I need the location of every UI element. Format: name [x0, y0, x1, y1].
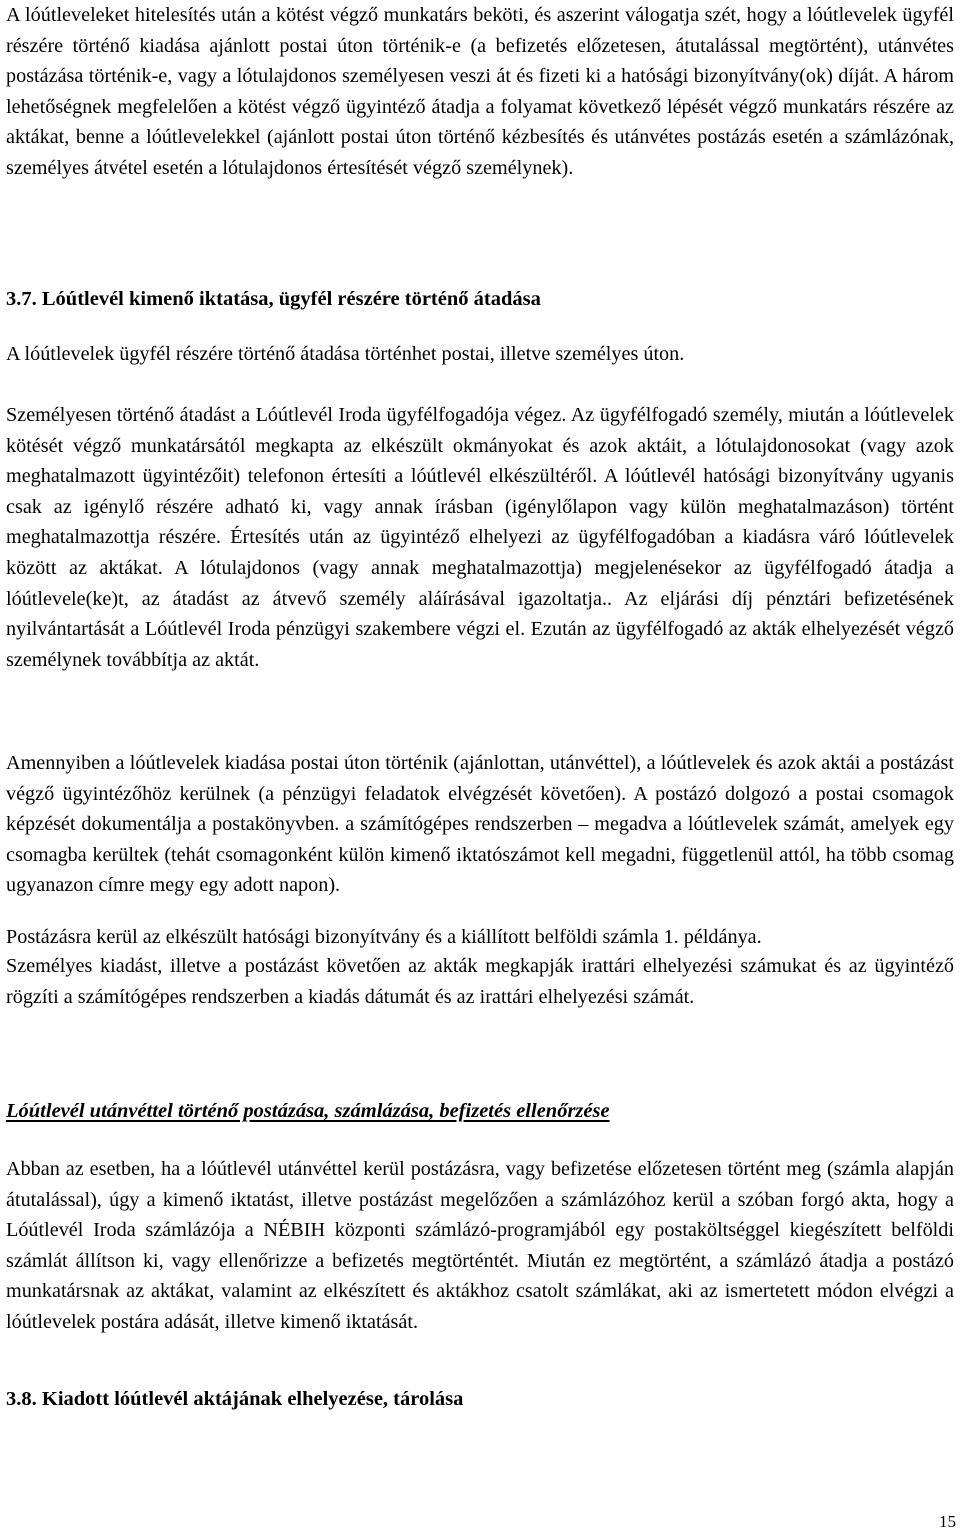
section-heading-3-8: 3.8. Kiadott lóútlevél aktájának elhelyezése, tárolása	[6, 1388, 464, 1410]
subsection-heading: Lóútlevél utánvéttel történő postázása, számlázása, befizetés ellenőrzése	[6, 1100, 610, 1122]
section-3-7-paragraph-2: Személyesen történő átadást a Lóútlevél Iroda ügyfélfogadója végez. Az ügyfélfogadó személy, miután a lóútlevelek kötését végző munkatársától megkapta az elkészült okmányokat és azok aktáit, a lótulajdonosokat (vagy azok meghatalmazott ügyintézőit) telefonon értesíti a lóútlevél elkészültéről. A lóútlevél hatósági bizonyítvány ugyanis csak az igénylő részére adható ki, vagy annak írásban (igénylőlapon vagy külön meghatalmazáson) történt meghatalmazottja részére. Értesítés után az ügyintéző elhelyezi az ügyfélfogadóban a kiadásra váró lóútlevelek között az aktákat. A lótulajdonos (vagy annak meghatalmazottja) megjelenésekor az ügyfélfogadó átadja a lóútlevele(ke)t, az átadást az átvevő személy aláírásával igazoltatja.. Az eljárási díj pénztári befizetésének nyilvántartását a Lóútlevél Iroda pénzügyi szakembere végzi el. Ezután az ügyfélfogadó az akták elhelyezését végző személynek továbbítja az aktát.	[6, 404, 954, 671]
document-page	[6, 0, 954, 1537]
section-3-7-paragraph-3: Amennyiben a lóútlevelek kiadása postai úton történik (ajánlottan, utánvéttel), a lóútlevelek és azok aktái a postázást végző ügyintézőhöz kerülnek (a pénzügyi feladatok elvégzését követően). A postázó dolgozó a postai csomagok képzését dokumentálja a postakönyvben. a számítógépes rendszerben – megadva a lóútlevelek számát, amelyek egy csomagba kerültek (tehát csomagonként külön kimenő iktatószámot kell megadni, függetlenül attól, ha több csomag ugyanazon címre megy egy adott napon).	[6, 752, 954, 897]
section-3-7-paragraph-5: Személyes kiadást, illetve a postázást követően az akták megkapják irattári elhelyezési számukat és az ügyintéző rögzíti a számítógépes rendszerben a kiadás dátumát és az irattári elhelyezési számát.	[6, 955, 954, 1008]
section-heading-3-7: 3.7. Lóútlevél kimenő iktatása, ügyfél részére történő átadása	[6, 288, 541, 310]
section-3-7-paragraph-4: Postázásra kerül az elkészült hatósági bizonyítvány és a kiállított belföldi számla 1. példánya.	[6, 926, 762, 948]
subsection-paragraph-1: Abban az esetben, ha a lóútlevél utánvéttel kerül postázásra, vagy befizetése előzetesen történt meg (számla alapján átutalással), úgy a kimenő iktatást, illetve postázást megelőzően a számlázóhoz kerül a szóban forgó akta, hogy a Lóútlevél Iroda számlázója a NÉBIH központi számlázó-programjából egy postaköltséggel kiegészített belföldi számlát állítson ki, vagy ellenőrizze a befizetés megtörténtét. Miután ez megtörtént, a számlázó átadja a postázó munkatársnak az aktákat, valamint az elkészített és aktákhoz csatolt számlákat, aki az ismertetett módon elvégzi a lóútlevelek postára adását, illetve kimenő iktatását.	[6, 1158, 954, 1333]
section-3-7-paragraph-1: A lóútlevelek ügyfél részére történő átadása történhet postai, illetve személyes úton.	[6, 343, 685, 365]
page-number: 15	[939, 1512, 956, 1531]
intro-paragraph: A lóútleveleket hitelesítés után a kötést végző munkatárs beköti, és aszerint válogatja szét, hogy a lóútlevelek ügyfél részére történő kiadása ajánlott postai úton történik-e (a befizetés előzetesen, átutalással megtörtént), utánvétes postázása történik-e, vagy a lótulajdonos személyesen veszi át és fizeti ki a hatósági bizonyítvány(ok) díját. A három lehetőségnek megfelelően a kötést végző ügyintéző átadja a folyamat következő lépését végző munkatárs részére az aktákat, benne a lóútlevelekkel (ajánlott postai úton történő kézbesítés és utánvétes postázás esetén a számlázónak, személyes átvétel esetén a lótulajdonos értesítését végző személynek).	[6, 4, 954, 179]
